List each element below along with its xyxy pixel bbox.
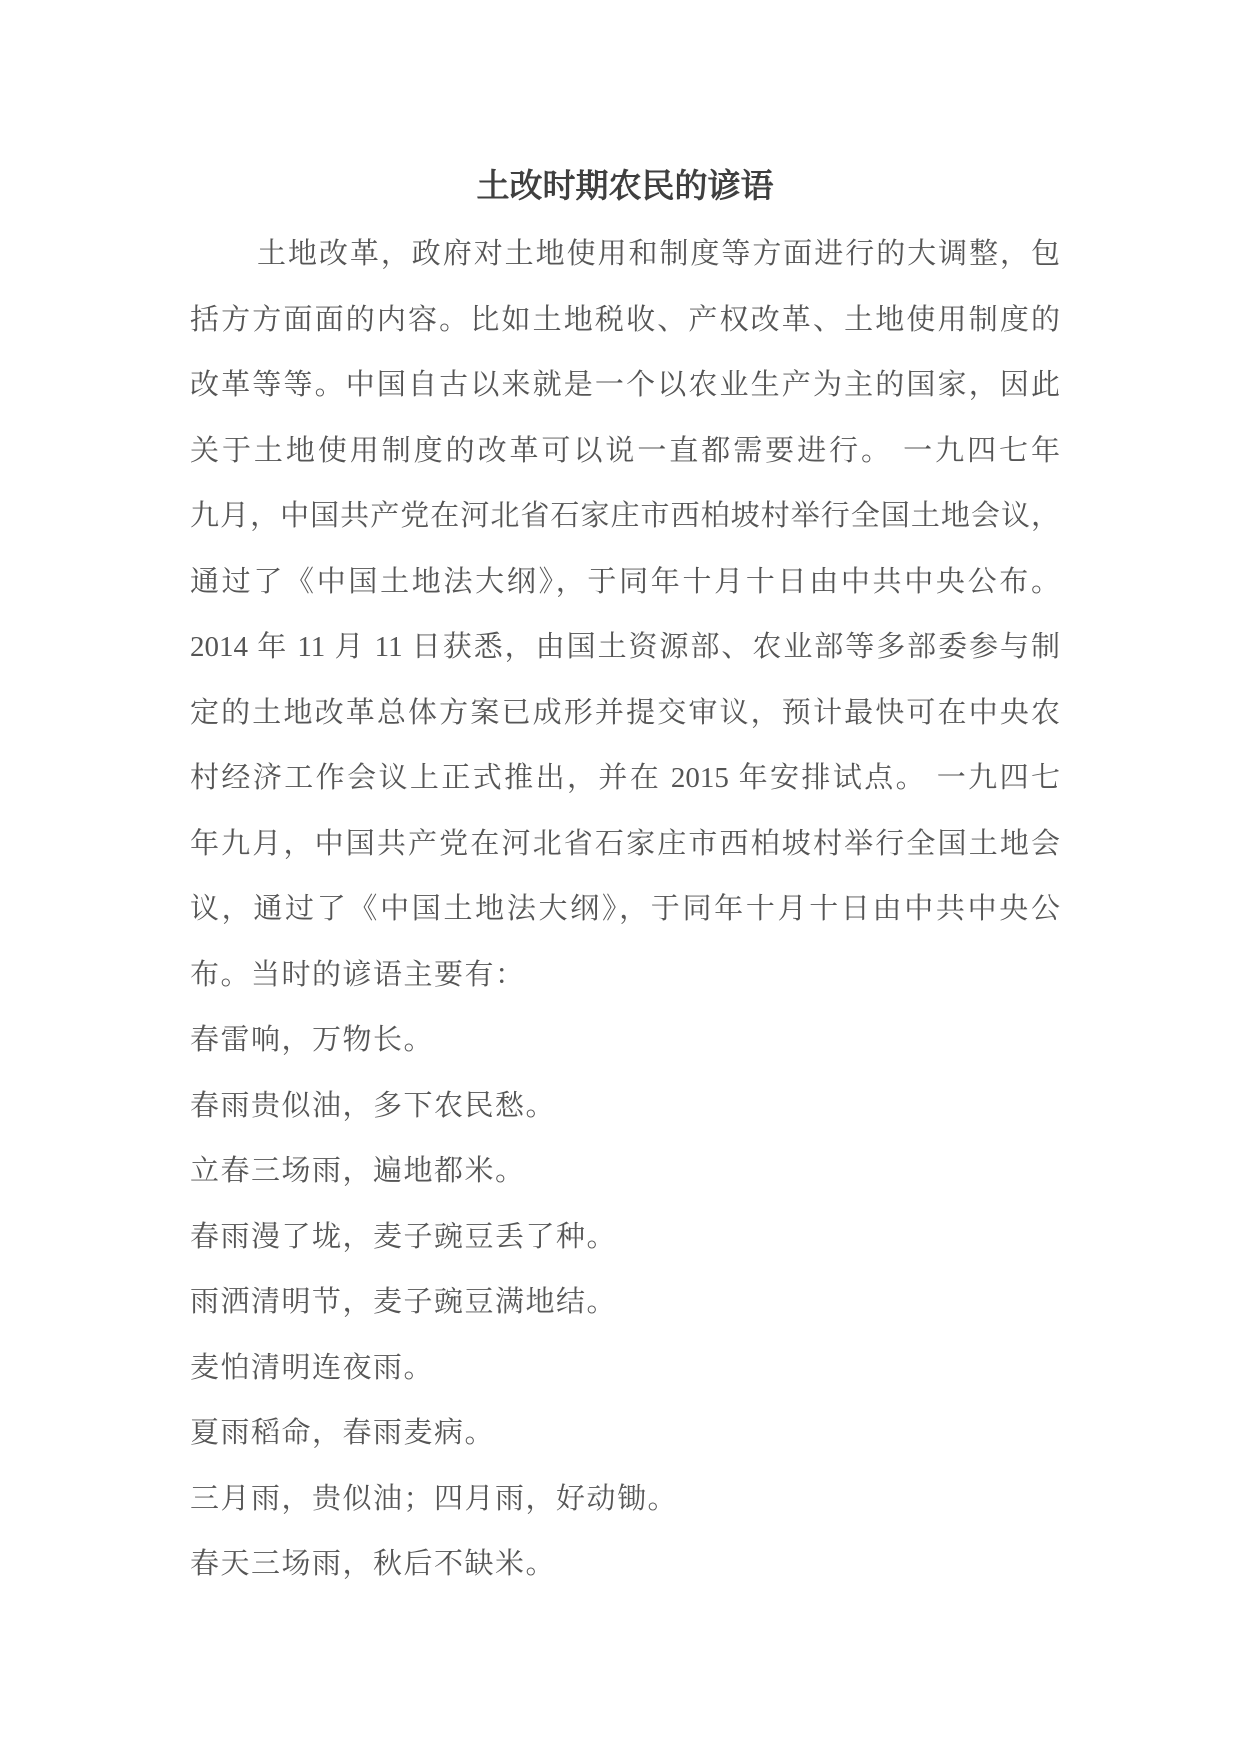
proverb-line: 夏雨稻命，春雨麦病。 (190, 1417, 496, 1449)
paragraph-line: 改革等等。中国自古以来就是一个以农业生产为主的国家，因此 (190, 369, 1060, 401)
paragraph-line: 2014 年 11 月 11 日获悉，由国土资源部、农业部等多部委参与制 (190, 631, 1060, 663)
proverb-line: 麦怕清明连夜雨。 (190, 1351, 435, 1384)
proverb-list (190, 1008, 1060, 1598)
paragraph-line: 括方方面面的内容。比如土地税收、产权改革、土地使用制度的 (190, 303, 1060, 336)
paragraph-line: 布。当时的谚语主要有： (190, 958, 526, 991)
proverb-line: 三月雨，贵似油；四月雨，好动锄。 (190, 1482, 679, 1515)
paragraph-line: 定的土地改革总体方案已成形并提交审议，预计最快可在中央农 (190, 696, 1060, 729)
paragraph-line: 土地改革，政府对土地使用和制度等方面进行的大调整，包 (257, 238, 1060, 270)
proverb-line: 春雨漫了垅，麦子豌豆丢了种。 (190, 1220, 618, 1253)
paragraph-line: 九月，中国共产党在河北省石家庄市西柏坡村举行全国土地会议， (190, 500, 1060, 532)
body-paragraph (190, 222, 1060, 1008)
document-title: 土改时期农民的谚语 (476, 167, 774, 204)
document-body (190, 222, 1060, 1598)
proverb-line: 立春三场雨，遍地都米。 (190, 1155, 526, 1187)
paragraph-line: 关于土地使用制度的改革可以说一直都需要进行。 一九四七年 (190, 434, 1060, 467)
paragraph-line: 年九月，中国共产党在河北省石家庄市西柏坡村举行全国土地会 (190, 827, 1060, 860)
proverb-line: 春雷响，万物长。 (190, 1024, 435, 1056)
paragraph-line: 议，通过了《中国土地法大纲》，于同年十月十日由中共中央公 (190, 893, 1060, 925)
proverb-line: 春雨贵似油，多下农民愁。 (190, 1089, 557, 1122)
proverb-line: 雨洒清明节，麦子豌豆满地结。 (190, 1286, 618, 1318)
paragraph-line: 村经济工作会议上正式推出，并在 2015 年安排试点。 一九四七 (190, 762, 1060, 794)
proverb-line: 春天三场雨，秋后不缺米。 (190, 1548, 557, 1580)
paragraph-line: 通过了《中国土地法大纲》，于同年十月十日由中共中央公布。 (190, 565, 1060, 598)
